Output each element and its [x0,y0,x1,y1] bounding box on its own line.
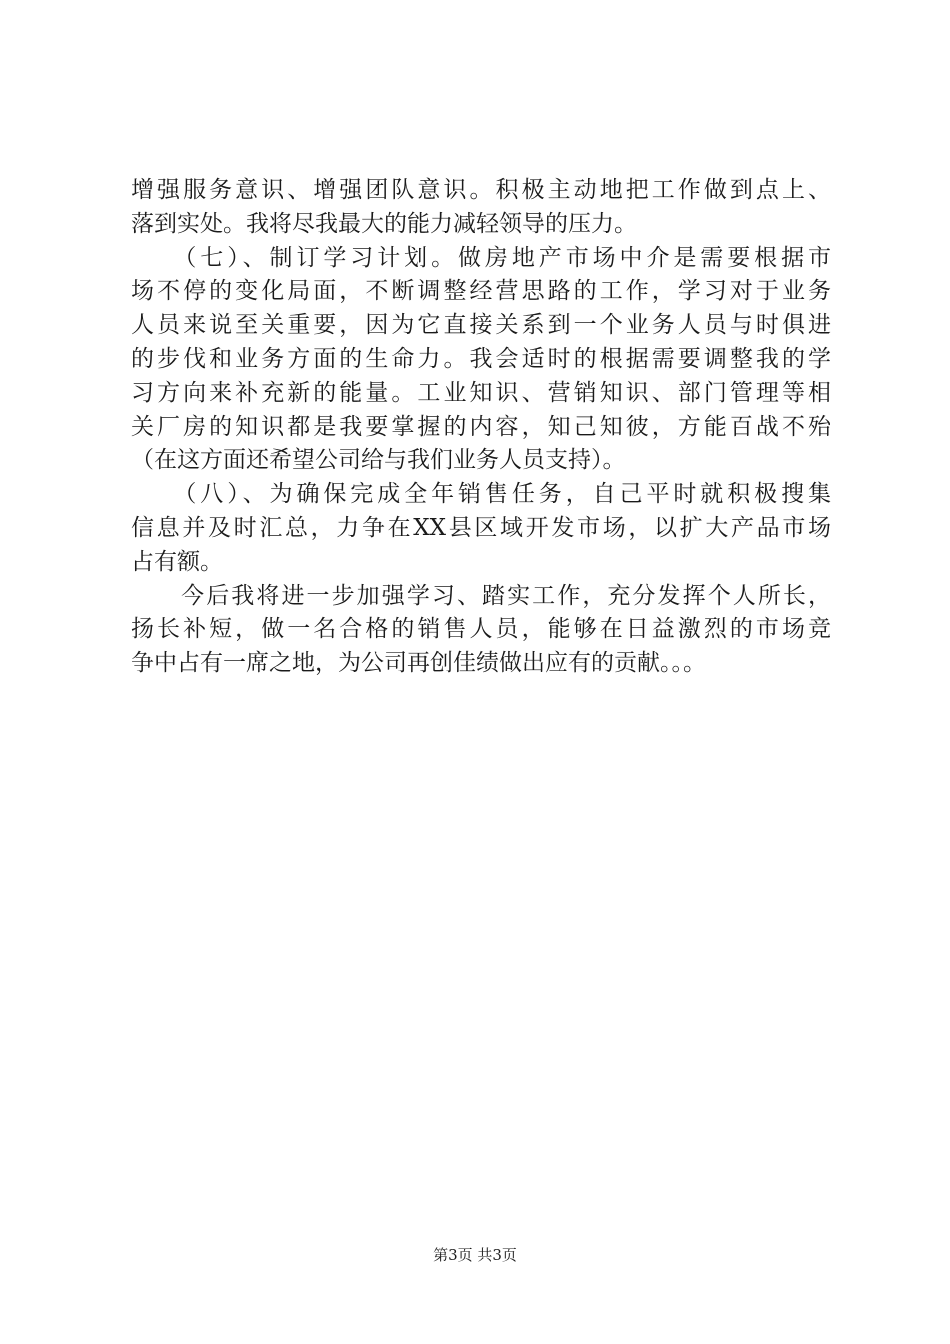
text-line: 今后我将进一步加强学习、踏实工作，充分发挥个人所长， [131,582,831,609]
text-line: 增强服务意识、增强团队意识。积极主动地把工作做到点上、 [131,177,831,203]
text-line: 信息并及时汇总，力争在XX县区域开发市场，以扩大产品市场 [131,514,831,541]
text-line: （七）、制订学习计划。做房地产市场中介是需要根据市 [131,244,831,271]
text-line: 落到实处。我将尽我最大的能力减轻领导的压力。 [131,210,637,237]
text-line: （八）、为确保完成全年销售任务，自己平时就积极搜集 [131,481,831,508]
text-line: 占有额。 [131,548,223,575]
text-line: 人员来说至关重要，因为它直接关系到一个业务人员与时俱进 [131,312,831,339]
text-line: 场不停的变化局面，不断调整经营思路的工作，学习对于业务 [131,278,831,305]
text-line: 习方向来补充新的能量。工业知识、营销知识、部门管理等相 [131,379,831,406]
text-line: 争中占有一席之地，为公司再创佳绩做出应有的贡献。。。 [131,650,706,677]
text-line: （在这方面还希望公司给与我们业务人员支持）。 [131,447,626,474]
text-line: 的步伐和业务方面的生命力。我会适时的根据需要调整我的学 [131,345,831,372]
text-line: 关厂房的知识都是我要掌握的内容，知己知彼，方能百战不殆 [131,413,831,440]
page-number-footer: 第3页 共3页 [433,1246,517,1264]
document-body [131,174,831,681]
text-line: 扬长补短，做一名合格的销售人员，能够在日益激烈的市场竞 [131,616,831,643]
